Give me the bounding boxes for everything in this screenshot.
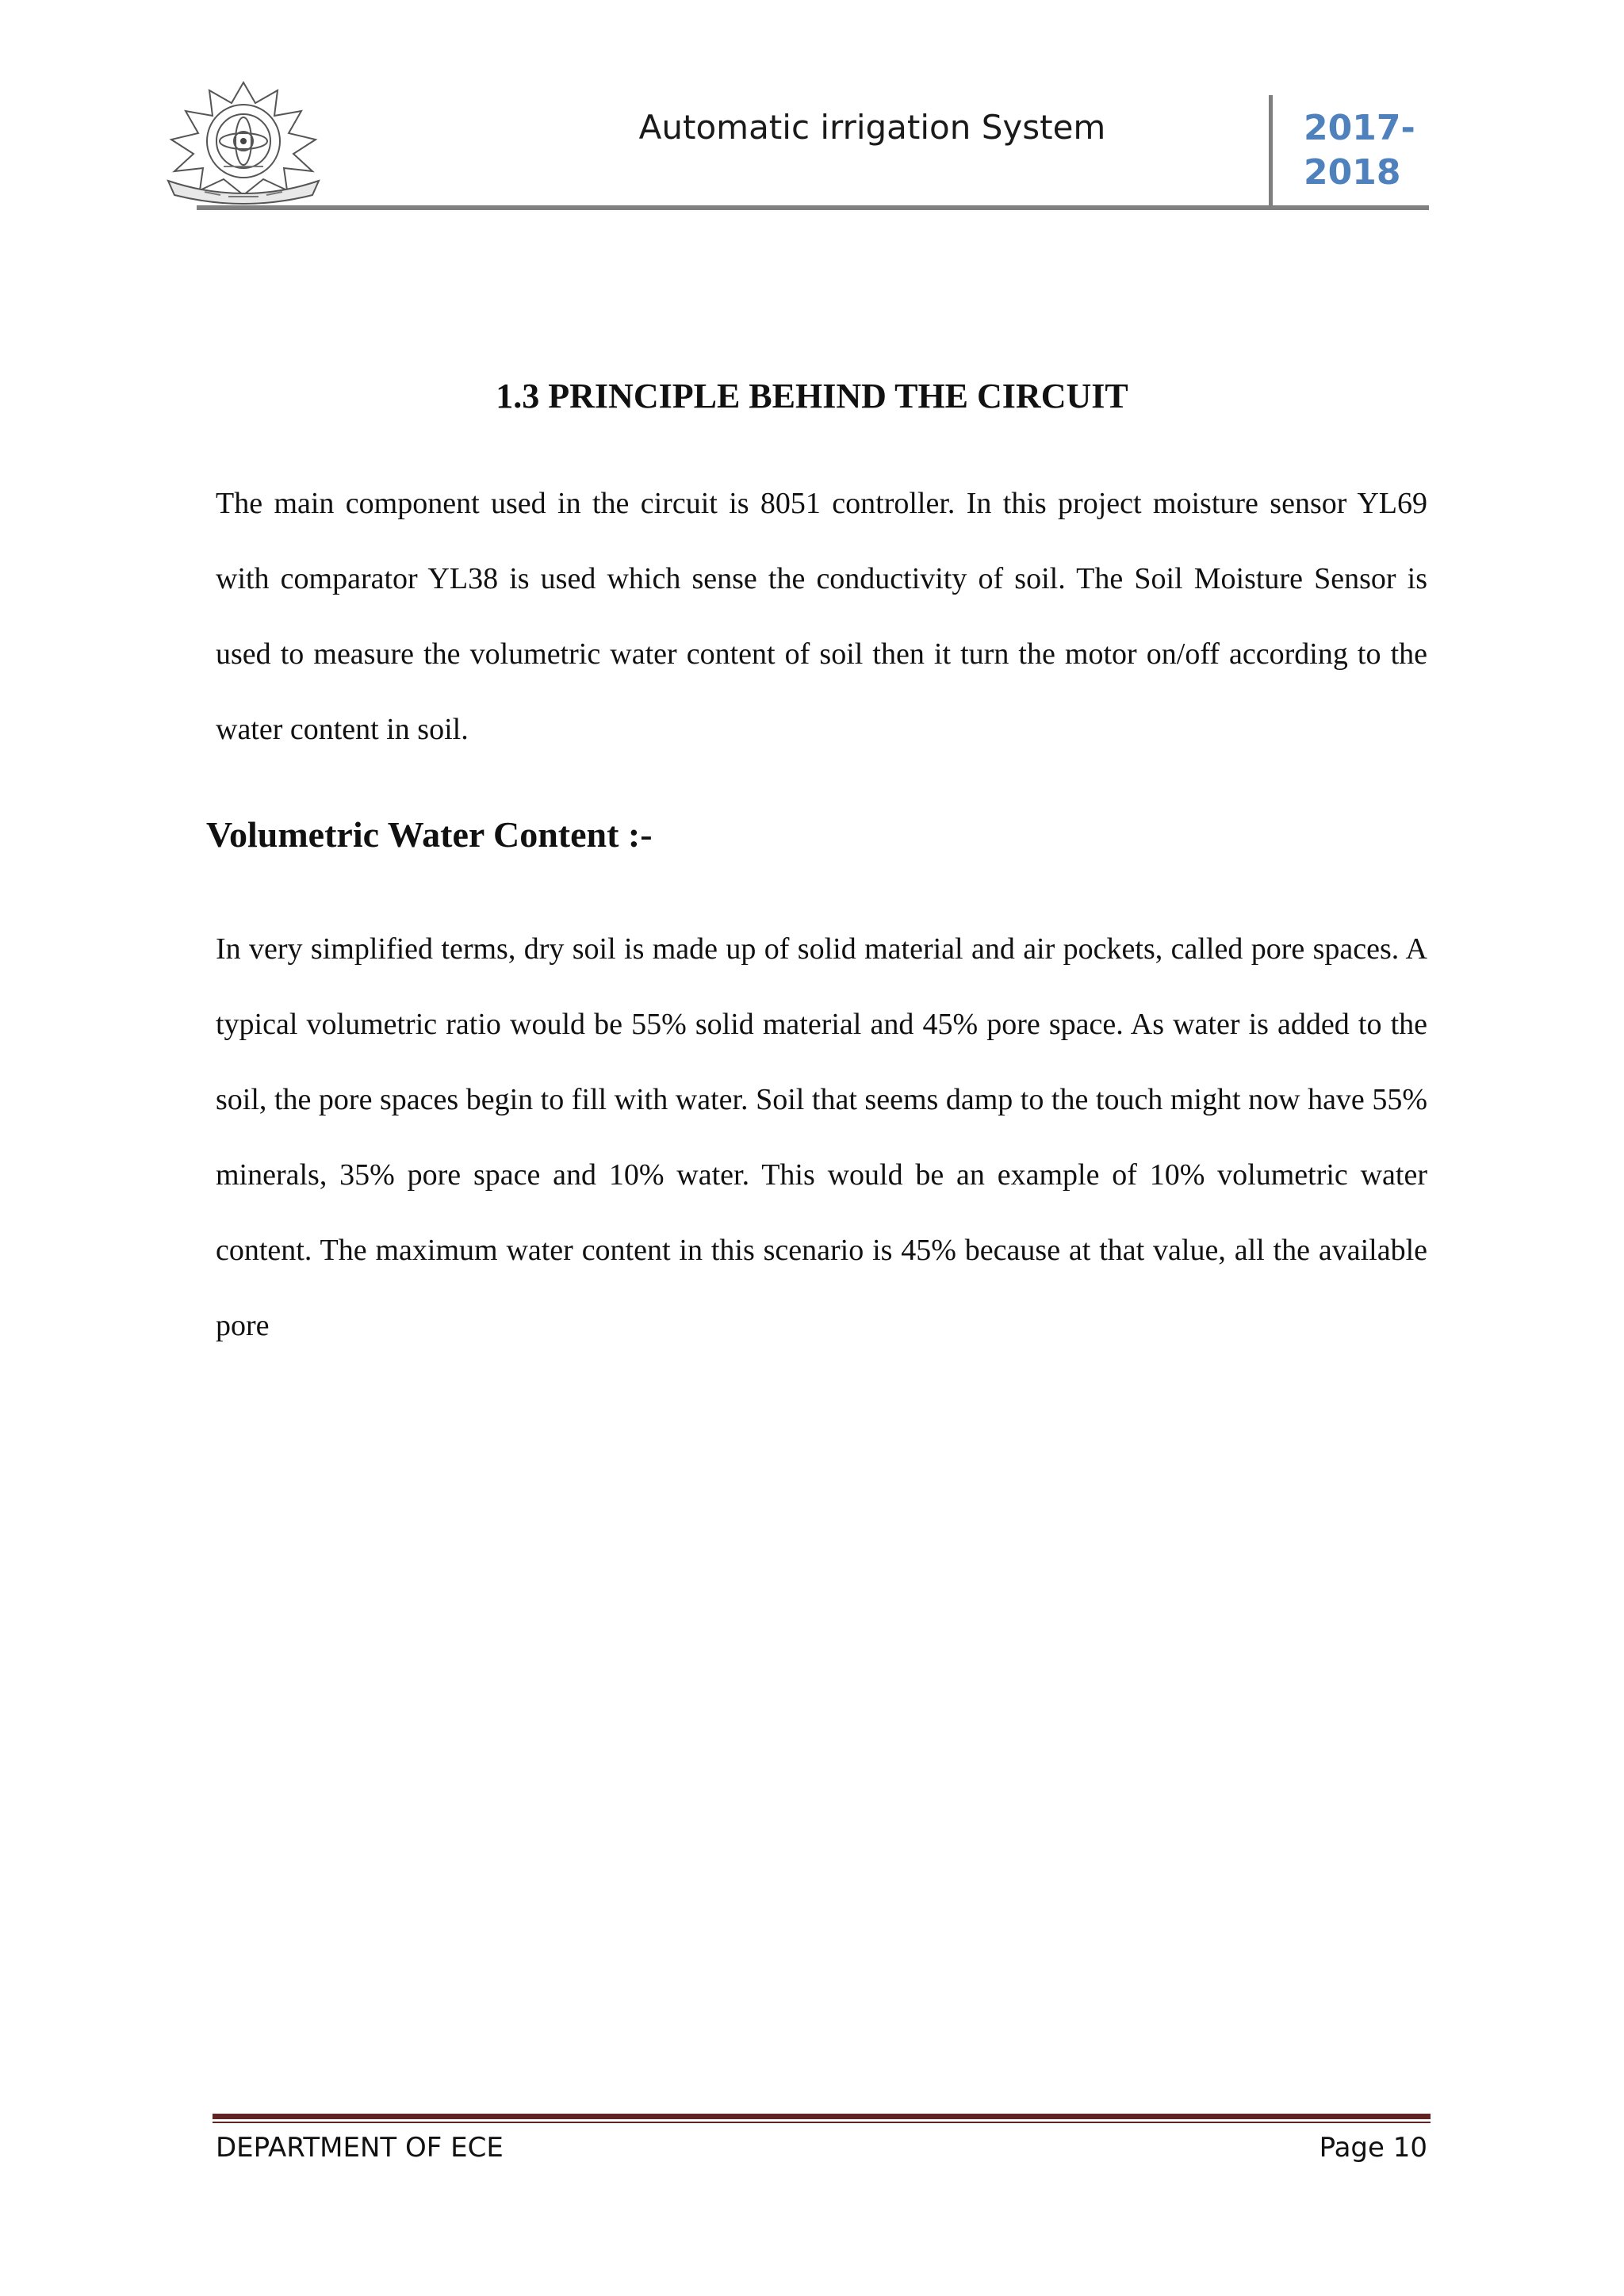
header-year — [1304, 106, 1415, 195]
subheading-volumetric-water-content: Volumetric Water Content :- — [206, 814, 653, 855]
footer-department: DEPARTMENT OF ECE — [216, 2132, 504, 2164]
footer-page-number: Page 10 — [1319, 2132, 1427, 2164]
section-title: 1.3 PRINCIPLE BEHIND THE CIRCUIT — [496, 377, 1128, 415]
footer-rule-thin — [213, 2122, 1431, 2123]
header-rule — [197, 205, 1429, 210]
header-year-line1: 2017- — [1304, 108, 1415, 148]
header-year-line2: 2018 — [1304, 152, 1401, 193]
footer-rule-thick — [213, 2114, 1431, 2119]
paragraph-principle: The main component used in the circuit is 8051 controller. In this project moisture sensor YL69 with comparator YL38 is used which sense the conductivity of soil. The Soil Moisture Sensor is used to measure the volumetric water content of soil then it turn the motor on/off according to the water content in soil. — [216, 487, 1427, 746]
header-title: Automatic irrigation System — [638, 108, 1106, 147]
paragraph-volumetric-water-content: In very simplified terms, dry soil is made up of solid material and air pockets, called pore spaces. A typical volumetric ratio would be 55% solid material and 45% pore space. As water is added to the soil, the pore spaces begin to fill with water. Soil that seems damp to the touch might now have 55% minerals, 35% pore space and 10% water. This would be an example of 10% volumetric water content. The maximum water content in this scenario is 45% because at that value, all the available pore — [216, 932, 1427, 1342]
header-divider — [1269, 95, 1273, 206]
college-emblem-icon — [157, 79, 330, 206]
